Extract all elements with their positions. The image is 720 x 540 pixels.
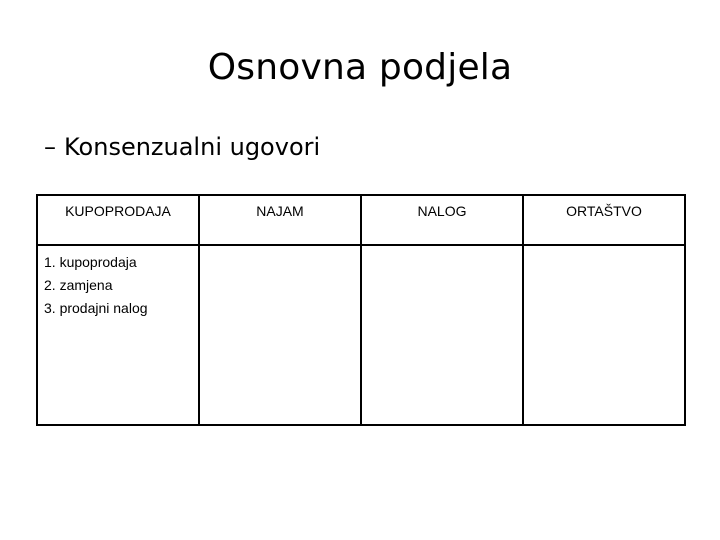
contracts-table [36,194,686,426]
header-nalog: NALOG [361,195,523,245]
list-item: 3. prodajni nalog [44,300,148,316]
list-item: 1. kupoprodaja [44,254,137,270]
bullet-item [44,130,320,164]
header-najam: NAJAM [199,195,361,245]
kupoprodaja-list [38,246,198,320]
table-header-row [37,195,685,245]
cell-nalog [361,245,523,425]
bullet-dash: – [44,133,56,161]
slide-title: Osnovna podjela [207,47,513,88]
cell-kupoprodaja [37,245,199,425]
header-kupoprodaja: KUPOPRODAJA [37,195,199,245]
bullet-text: Konsenzualni ugovori [64,133,321,161]
table-body-row [37,245,685,425]
cell-ortastvo [523,245,685,425]
cell-najam [199,245,361,425]
header-ortastvo: ORTAŠTVO [523,195,685,245]
list-item: 2. zamjena [44,277,113,293]
